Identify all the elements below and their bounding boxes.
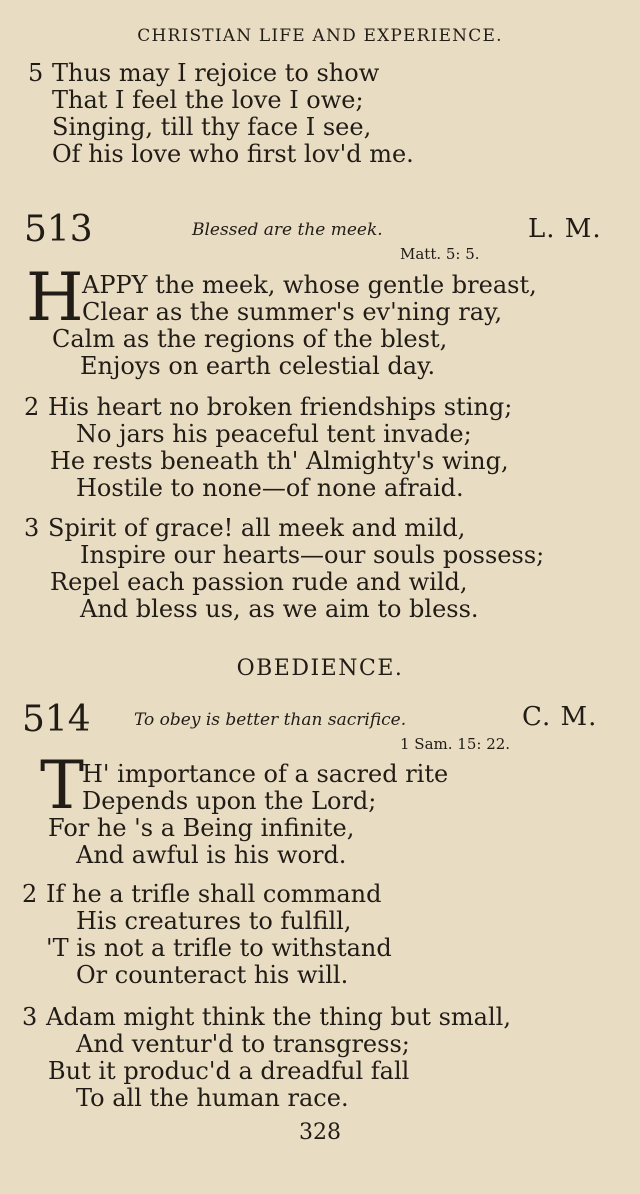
prev-stanza-line-2: That I feel the love I owe; (52, 86, 364, 114)
stanza-number: 3 (24, 514, 40, 542)
hymn-meter-513: L. M. (528, 214, 602, 244)
drop-cap-513: H (26, 259, 84, 336)
hymn-number-513: 513 (24, 209, 93, 250)
hymn514-s2-line-2: His creatures to fulfill, (76, 907, 352, 935)
scripture-reference-514: 1 Sam. 15: 22. (400, 735, 511, 753)
hymn-number-514: 514 (22, 699, 91, 740)
hymn513-s1-line-2: Clear as the summer's ev'ning ray, (82, 298, 503, 326)
prev-stanza-line-3: Singing, till thy face I see, (52, 113, 372, 141)
prev-stanza-line-4: Of his love who first lov'd me. (52, 140, 414, 168)
stanza-number: 5 (28, 59, 44, 87)
hymn-title-514: To obey is better than sacrifice. (134, 710, 407, 730)
hymn514-s3-line-2: And ventur'd to transgress; (76, 1030, 410, 1058)
section-heading: OBEDIENCE. (236, 656, 404, 681)
hymn513-s1-line-4: Enjoys on earth celestial day. (80, 352, 436, 380)
hymn514-s3-line-3: But it produc'd a dreadful fall (48, 1057, 410, 1085)
hymn-meter-514: C. M. (522, 702, 598, 732)
hymn513-s2-line-4: Hostile to none—of none afraid. (76, 474, 464, 502)
hymn-title-513: Blessed are the meek. (192, 220, 383, 240)
scripture-reference-513: Matt. 5: 5. (400, 245, 480, 263)
prev-stanza-line-1: 5 Thus may I rejoice to show (28, 59, 380, 87)
hymn514-s2-line-3: 'T is not a trifle to withstand (46, 934, 392, 962)
hymn513-s3-line-2: Inspire our hearts—our souls possess; (80, 541, 545, 569)
hymn514-s3-line-1: 3 Adam might think the thing but small, (22, 1003, 511, 1031)
stanza-number: 2 (24, 393, 40, 421)
running-header: CHRISTIAN LIFE AND EXPERIENCE. (137, 26, 503, 46)
hymn514-s1-line-2: Depends upon the Lord; (82, 787, 377, 815)
stanza-number: 2 (22, 880, 38, 908)
hymn513-s1-line-1: APPY the meek, whose gentle breast, (82, 271, 537, 299)
hymn513-s3-line-4: And bless us, as we aim to bless. (80, 595, 479, 623)
hymn514-s2-line-1: 2 If he a trifle shall command (22, 880, 382, 908)
hymn513-s2-line-3: He rests beneath th' Almighty's wing, (50, 447, 509, 475)
hymn514-s1-line-4: And awful is his word. (76, 841, 347, 869)
hymn513-s1-line-3: Calm as the regions of the blest, (52, 325, 448, 353)
hymn514-s1-line-3: For he 's a Being infinite, (48, 814, 355, 842)
hymn513-s3-line-3: Repel each passion rude and wild, (50, 568, 468, 596)
hymn513-s2-line-1: 2 His heart no broken friendships sting; (24, 393, 513, 421)
hymn513-s3-line-1: 3 Spirit of grace! all meek and mild, (24, 514, 466, 542)
page-number: 328 (299, 1120, 341, 1145)
hymn513-s2-line-2: No jars his peaceful tent invade; (76, 420, 472, 448)
stanza-number: 3 (22, 1003, 38, 1031)
hymn514-s2-line-4: Or counteract his will. (76, 961, 349, 989)
drop-cap-514: T (40, 747, 85, 824)
hymn514-s3-line-4: To all the human race. (76, 1084, 349, 1112)
hymn514-s1-line-1: H' importance of a sacred rite (82, 760, 449, 788)
